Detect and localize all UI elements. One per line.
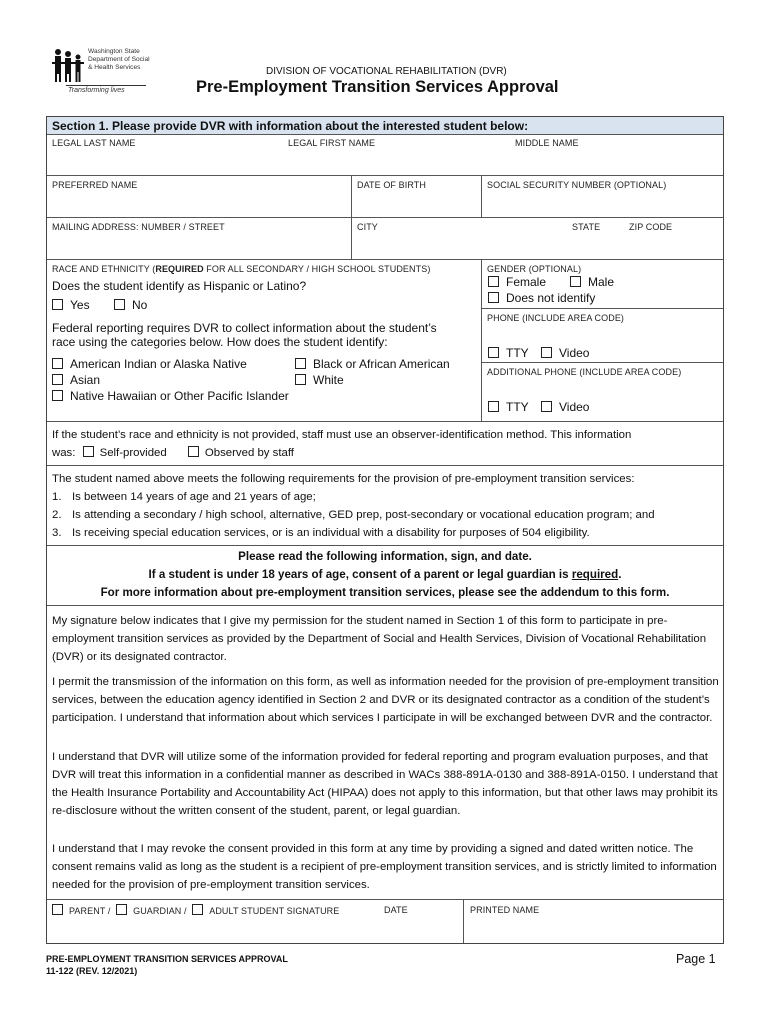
logo-tagline: Transforming lives (68, 87, 125, 94)
race-native-hawaiian-option[interactable] (52, 389, 289, 403)
federal-note-line-1: Federal reporting requires DVR to collect information about the student’s (52, 321, 437, 335)
item-number: 3. (52, 527, 62, 539)
observed-by-staff-checkbox[interactable] (188, 446, 199, 457)
list-item (52, 506, 655, 524)
additional-phone-label: ADDITIONAL PHONE (INCLUDE AREA CODE) (487, 367, 682, 377)
date-label: DATE (384, 905, 408, 915)
dshs-logo (52, 46, 162, 98)
consent-paragraph-3 (52, 748, 724, 820)
race-black-option[interactable] (295, 357, 450, 371)
additional-tty-label: TTY (506, 400, 529, 414)
self-provided-label: Self-provided (99, 447, 167, 459)
city-field[interactable] (352, 234, 562, 258)
divider (47, 545, 723, 546)
federal-note-line-2: race using the categories below. How does the student identify: (52, 335, 388, 349)
consent-text-1: My signature below indicates that I give my permission for the student named in Section 1 of this form to participate in pre-employment transition services as provided by the Department of Social and Health Services, Division of Vocational Rehabilitation (DVR) or its designated contractor. (52, 615, 707, 663)
logo-line-2: Department of Social (88, 56, 150, 63)
logo-line-1: Washington State (88, 48, 140, 55)
date-of-birth-field[interactable] (352, 192, 480, 216)
divider (47, 465, 723, 466)
divider (47, 259, 723, 260)
phone-label: PHONE (INCLUDE AREA CODE) (487, 313, 625, 323)
adult-student-checkbox[interactable] (192, 904, 203, 915)
list-item (52, 488, 655, 506)
black-checkbox[interactable] (295, 358, 306, 369)
dshs-figures-icon (52, 48, 84, 84)
asian-label: Asian (70, 373, 101, 387)
instructions-line-2-pre: If a student is under 18 years of age, consent of a parent or legal guardian is (148, 568, 572, 581)
instructions-line-1: Please read the following information, sign, and date. (238, 550, 532, 563)
item-text: Is between 14 years of age and 21 years of age; (72, 491, 316, 503)
male-label: Male (588, 275, 615, 289)
city-label: CITY (357, 222, 378, 232)
american-indian-label: American Indian or Alaska Native (70, 357, 247, 371)
mailing-address-label: MAILING ADDRESS: NUMBER / STREET (52, 222, 225, 232)
divider (47, 175, 723, 176)
divider (47, 605, 723, 606)
logo-text (88, 48, 150, 72)
division-name: DIVISION OF VOCATIONAL REHABILITATION (DVR) (266, 66, 507, 77)
self-provided-checkbox[interactable] (83, 446, 94, 457)
gender-label: GENDER (OPTIONAL) (487, 264, 582, 274)
guardian-checkbox[interactable] (116, 904, 127, 915)
item-number: 1. (52, 491, 62, 503)
ssn-field[interactable] (482, 192, 723, 216)
state-field[interactable] (564, 234, 622, 258)
logo-line-3: & Health Services (88, 64, 141, 71)
form-title: Pre-Employment Transition Services Approval (196, 78, 559, 96)
yes-checkbox[interactable] (52, 299, 63, 310)
phone-field[interactable] (482, 324, 723, 342)
printed-name-label: PRINTED NAME (470, 905, 540, 915)
ssn-label: SOCIAL SECURITY NUMBER (OPTIONAL) (487, 180, 667, 190)
gender-not-identify-option[interactable] (488, 291, 595, 305)
race-ethnicity-label (52, 264, 430, 274)
footer-form-number: 11-122 (REV. 12/2021) (46, 966, 138, 976)
observer-text-line-1: If the student’s race and ethnicity is not provided, staff must use an observer-identification method. This information (52, 429, 632, 441)
female-checkbox[interactable] (488, 276, 499, 287)
phone-tty-option[interactable] (488, 346, 529, 360)
gender-female-option[interactable] (488, 275, 546, 289)
legal-first-name-label: LEGAL FIRST NAME (288, 138, 376, 148)
requirements-intro: The student named above meets the following requirements for the provision of pre-employment transition services: (52, 473, 635, 485)
section1-heading-text: Section 1. Please provide DVR with information about the interested student below: (52, 119, 529, 133)
signature-field[interactable] (47, 917, 365, 942)
state-label: STATE (572, 222, 601, 232)
consent-text-2: I permit the transmission of the information on this form, as well as information needed for the provision of pre-employment transition services, between the education agency identified in Section 2 and DVR or its designated contractor as a condition of the student’s participation. I understand that information about which services I participate in will be exchanged between DVR and the contractor. (52, 676, 719, 724)
observer-was-label: was: (52, 447, 76, 459)
yes-label: Yes (70, 298, 90, 312)
race-label-pre: RACE AND ETHNICITY ( (52, 264, 156, 274)
mailing-address-field[interactable] (47, 234, 350, 258)
list-item (52, 524, 655, 542)
hispanic-question: Does the student identify as Hispanic or Latino? (52, 279, 307, 293)
observer-line-2 (52, 444, 294, 462)
footer-form-title: PRE-EMPLOYMENT TRANSITION SERVICES APPROVAL (46, 954, 288, 964)
instructions-line-3: For more information about pre-employment transition services, please see the addendum to this form. (100, 586, 670, 599)
not-identify-checkbox[interactable] (488, 292, 499, 303)
native-hawaiian-label: Native Hawaiian or Other Pacific Islander (70, 389, 289, 403)
section1-heading (47, 117, 723, 135)
consent-paragraph-1 (52, 612, 724, 666)
hispanic-yes-option[interactable] (52, 298, 90, 312)
guardian-label: GUARDIAN / (133, 906, 187, 916)
phone-video-option[interactable] (541, 346, 589, 360)
legal-first-name-field[interactable] (284, 148, 510, 174)
race-white-option[interactable] (295, 373, 344, 387)
tty-label: TTY (506, 346, 529, 360)
divider (482, 308, 723, 309)
preferred-name-label: PREFERRED NAME (52, 180, 138, 190)
female-label: Female (506, 275, 547, 289)
gender-male-option[interactable] (570, 275, 614, 289)
asian-checkbox[interactable] (52, 374, 63, 385)
additional-phone-video-option[interactable] (541, 400, 589, 414)
additional-phone-field[interactable] (482, 378, 723, 396)
legal-last-name-field[interactable] (47, 148, 283, 174)
logo-rule (66, 85, 146, 86)
item-number: 2. (52, 509, 62, 521)
divider (47, 217, 723, 218)
observed-by-staff-label: Observed by staff (204, 447, 294, 459)
requirements-list (52, 488, 655, 542)
signature-label (52, 904, 339, 916)
additional-video-checkbox[interactable] (541, 401, 552, 412)
race-american-indian-option[interactable] (52, 357, 247, 371)
required-underlined: required (571, 568, 619, 581)
race-label-required: REQUIRED (155, 264, 204, 274)
item-text: Is receiving special education services, or is an individual with a disability for purposes of 504 eligibility. (72, 527, 590, 539)
additional-video-label: Video (559, 400, 590, 414)
native-hawaiian-checkbox[interactable] (52, 390, 63, 401)
not-identify-label: Does not identify (506, 291, 596, 305)
preferred-name-field[interactable] (47, 192, 350, 216)
divider (47, 899, 723, 900)
no-checkbox[interactable] (114, 299, 125, 310)
divider (47, 421, 723, 422)
consent-paragraph-2 (52, 673, 724, 727)
no-label: No (132, 298, 148, 312)
legal-last-name-label: LEGAL LAST NAME (52, 138, 136, 148)
printed-name-field[interactable] (464, 917, 723, 942)
american-indian-checkbox[interactable] (52, 358, 63, 369)
hispanic-no-option[interactable] (114, 298, 147, 312)
middle-name-label: MIDDLE NAME (515, 138, 579, 148)
page-number: Page 1 (676, 952, 716, 966)
consent-text-3: I understand that DVR will utilize some of the information provided for federal reporting and program evaluation purposes, and that DVR will treat this information in a confidential manner as described in WACs 388-891A-0130 and 388-891A-0150. I understand that the Health Insurance Portability and Accountability Act (HIPAA) does not apply to this information, but that other laws may prohibit its re-disclosure without the written consent of the student, parent, or legal guardian. (52, 751, 718, 817)
additional-phone-tty-option[interactable] (488, 400, 529, 414)
video-label: Video (559, 346, 590, 360)
race-asian-option[interactable] (52, 373, 100, 387)
white-checkbox[interactable] (295, 374, 306, 385)
male-checkbox[interactable] (570, 276, 581, 287)
consent-paragraph-4 (52, 840, 724, 894)
white-label: White (313, 373, 344, 387)
parent-label: PARENT / (69, 906, 111, 916)
zip-label: ZIP CODE (629, 222, 673, 232)
video-checkbox[interactable] (541, 347, 552, 358)
item-text: Is attending a secondary / high school, alternative, GED prep, post-secondary or vocational education program; and (72, 509, 655, 521)
date-of-birth-label: DATE OF BIRTH (357, 180, 426, 190)
divider (482, 362, 723, 363)
additional-tty-checkbox[interactable] (488, 401, 499, 412)
instructions-line-2 (46, 568, 724, 581)
zip-field[interactable] (624, 234, 723, 258)
date-field[interactable] (378, 917, 462, 942)
tty-checkbox[interactable] (488, 347, 499, 358)
instructions-line-2-post: . (618, 568, 622, 581)
adult-student-label: ADULT STUDENT SIGNATURE (209, 906, 340, 916)
parent-checkbox[interactable] (52, 904, 63, 915)
black-label: Black or African American (313, 357, 450, 371)
middle-name-field[interactable] (511, 148, 723, 174)
consent-text-4: I understand that I may revoke the consent provided in this form at any time by providing a signed and dated written notice. The consent remains valid as long as the student is a recipient of pre-employment transition services, and is strictly limited to information needed for the provision of pre-employment transition services. (52, 843, 717, 891)
race-label-post: FOR ALL SECONDARY / HIGH SCHOOL STUDENTS) (203, 264, 431, 274)
